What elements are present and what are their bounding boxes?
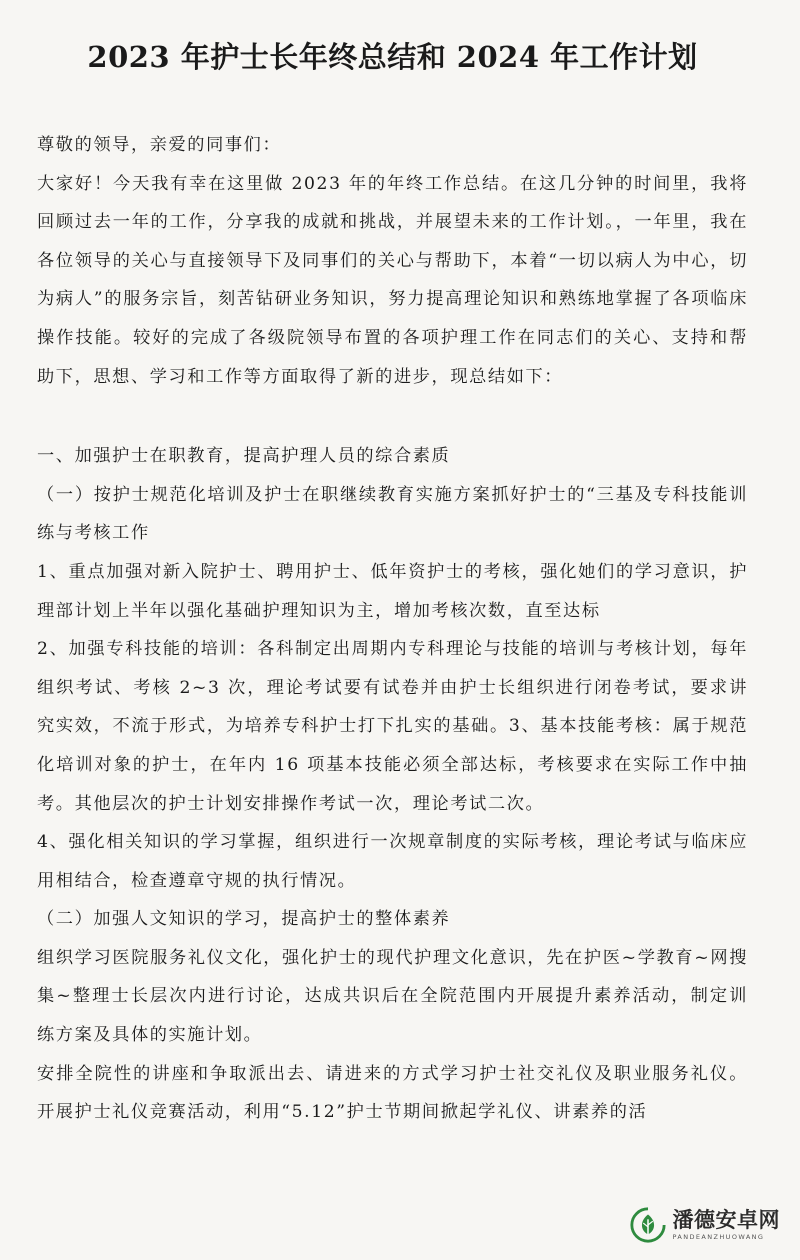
document-body (37, 126, 748, 1132)
list-item-4: 4、强化相关知识的学习掌握，组织进行一次规章制度的实际考核，理论考试与临床应用相结合，检查遵章守规的执行情况。 (37, 832, 748, 891)
document-title: 2023 年护士长年终总结和 2024 年工作计划 (87, 40, 698, 74)
paragraph-gap (37, 396, 748, 437)
intro-paragraph: 大家好！今天我有幸在这里做 2023 年的年终工作总结。在这几分钟的时间里，我将回顾过去一年的工作，分享我的成就和挑战，并展望未来的工作计划。，一年里，我在各位领导的关心与直接领导下及同事们的关心与帮助下，本着“一切以病人为中心，切为病人”的服务宗旨，刻苦钻研业务知识，努力提高理论知识和熟练地掌握了各项临床操作技能。较好的完成了各级院领导布置的各项护理工作在同志们的关心、支持和帮助下，思想、学习和工作等方面取得了新的进步，现总结如下： (37, 173, 748, 387)
leaf-circle-logo-icon (629, 1206, 667, 1244)
body-paragraph-etiquette: 组织学习医院服务礼仪文化，强化护士的现代护理文化意识，先在护医~学教育~网搜集~整理士长层次内进行讨论，达成共识后在全院范围内开展提升素养活动，制定训练方案及具体的实施计划。 (37, 947, 748, 1046)
subsection-heading-1: （一）按护士规范化培训及护士在职继续教育实施方案抓好护士的“三基及专科技能训练与考核工作 (37, 484, 748, 544)
watermark-name: 潘德安卓网 (672, 1207, 780, 1232)
subsection-heading-2: （二）加强人文知识的学习，提高护士的整体素养 (37, 909, 451, 930)
site-watermark (629, 1206, 781, 1244)
body-paragraph-lectures: 安排全院性的讲座和争取派出去、请进来的方式学习护士社交礼仪及职业服务礼仪。开展护士礼仪竞赛活动，利用“5.12”护士节期间掀起学礼仪、讲素养的活 (37, 1063, 748, 1123)
watermark-text (672, 1207, 781, 1241)
section-heading-1: 一、加强护士在职教育，提高护理人员的综合素质 (37, 446, 451, 467)
list-item-2: 2、加强专科技能的培训：各科制定出周期内专科理论与技能的培训与考核计划，每年组织考试、考核 2~3 次，理论考试要有试卷并由护士长组织进行闭卷考试，要求讲究实效，不流于形式，为培养专科护士打下扎实的基础。3、基本技能考核：属于规范化培训对象的护士，在年内 16 项基本技能必须全部达标，考核要求在实际工作中抽考。其他层次的护士计划安排操作考试一次，理论考试二次。 (37, 639, 748, 814)
greeting: 尊敬的领导，亲爱的同事们： (37, 135, 282, 155)
list-item-1: 1、重点加强对新入院护士、聘用护士、低年资护士的考核，强化她们的学习意识，护理部计划上半年以强化基础护理知识为主，增加考核次数，直至达标 (37, 561, 748, 621)
watermark-subtitle: PANDEANZHUOWANG (672, 1232, 765, 1241)
